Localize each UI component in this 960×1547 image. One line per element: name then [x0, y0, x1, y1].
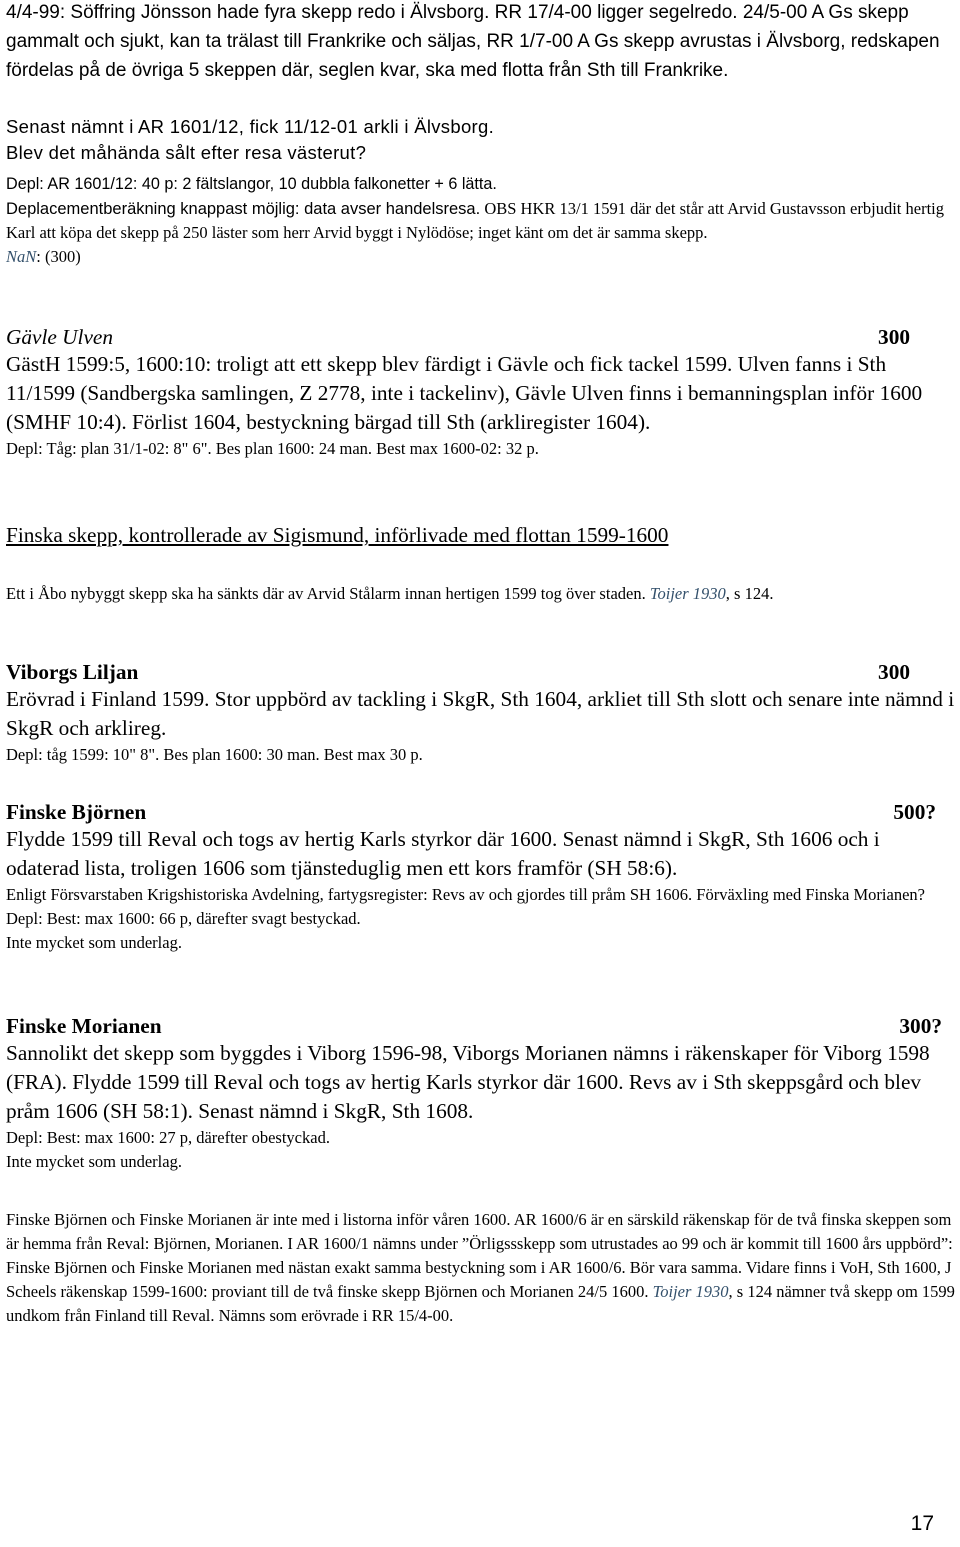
entry-gavle-ulven [6, 325, 956, 461]
intro-paragraph [6, 0, 956, 85]
ship-text: Sannolikt det skepp som byggdes i Viborg 1596-98, Viborgs Morianen nämns i räkenskaper för Viborg 1598 (FRA). Flydde 1599 till Reval och togs av hertig Karls styrkor där 1600. Revs av i Sth skeppsgård och blev pråm 1606 (SH 58:1). Senast nämnd i SkgR, Sth 1608. [6, 1041, 930, 1123]
sold-question-text: Blev det måhända sålt efter resa västerut? [6, 142, 367, 163]
ship-depl: Depl: Best: max 1600: 66 p, därefter svagt bestyckad. [6, 909, 361, 928]
depl-calc-note: Deplacementberäkning knappast möjlig: data avser handelsresa. [6, 200, 481, 218]
closing-text-1: Finske Björnen och Finske Morianen är inte med i listorna inför våren 1600. AR 1600/6 är en särskild räkenskap för de två finska skeppen som är hemma från Reval: Björnen, Morianen. I AR 1600/1 nämns under ”Örligssskepp som utrustades ao 99 och är kommit till 1600 års uppbörd”: Finske Björnen och Finske Morianen med nästan exakt samma bestyckning som i AR 1600/6. Bör vara samma. Vidare finns i VoH, Sth 1600, J Scheels räkenskap 1599-1600: proviant till de två finske skepp Björnen och Morianen 24/5 1600. [6, 1210, 953, 1301]
ship-size: 300 [878, 660, 910, 684]
last-mention-text: Senast nämnt i AR 1601/12, fick 11/12-01 arkli i Älvsborg. [6, 116, 495, 137]
ship-text: GästH 1599:5, 1600:10: troligt att ett skepp blev färdigt i Gävle och fick tackel 1599. Ulven fanns i Sth 11/1599 (Sandbergska samlingen, Z 2778, inte i tackelinv), Gävle Ulven finns i bemanningsplan inför 1600 (SMHF 10:4). Förlist 1604, bestyckning bärgad till Sth (arkliregister 1604). [6, 352, 923, 434]
section-finska [6, 523, 956, 548]
intro-text: 4/4-99: Söffring Jönsson hade fyra skepp redo i Älvsborg. RR 17/4-00 ligger segelredo. 24/5-00 A Gs skepp gammalt och sjukt, kan ta trälast till Frankrike och säljas, RR 1/7-00 A Gs skepp avrustas i Älvsborg, redskapen fördelas på de övriga 5 skeppen där, seglen kvar, ska med flotta från Sth till Frankrike. [6, 2, 940, 81]
nan-value: : (300) [36, 247, 81, 266]
ship-basis: Inte mycket som underlag. [6, 1152, 182, 1171]
ship-size: 300 [878, 325, 910, 349]
ship-name: Gävle Ulven [6, 325, 114, 349]
depl-top [6, 172, 956, 196]
closing-text-2: , s 124 nämner två skepp om 1599 undkom från Finland till Reval. Nämns som erövrade i RR 15/4-00. [6, 1282, 955, 1325]
entry-finske-bjornen [6, 800, 956, 955]
notes-top [6, 197, 956, 269]
closing-paragraph [6, 1208, 956, 1328]
ship-depl: Depl: Best: max 1600: 27 p, därefter obestyckad. [6, 1128, 330, 1147]
obs-note: OBS HKR 13/1 1591 där det står att Arvid Gustavsson erbjudit hertig Karl att köpa det skepp på 250 läster som herr Arvid byggt i Nylödöse; inget känt om det är samma skepp. [6, 199, 944, 242]
ship-size: 500? [893, 800, 936, 824]
depl-top-text: Depl: AR 1601/12: 40 p: 2 fältslangor, 10 dubbla falkonetter + 6 lätta. [6, 175, 497, 193]
page-number: 17 [910, 1512, 934, 1535]
ship-basis: Inte mycket som underlag. [6, 933, 182, 952]
ship-note: Enligt Försvarstaben Krigshistoriska Avdelning, fartygsregister: Revs av och gjordes till pråm SH 1606. Förväxling med Finska Morianen? [6, 885, 925, 904]
entry-finske-morianen [6, 1014, 956, 1174]
section-intro-text: Ett i Åbo nybyggt skepp ska ha sänkts där av Arvid Stålarm innan hertigen 1599 tog över staden. [6, 584, 646, 603]
section-intro [6, 582, 956, 606]
section-intro-ref: Toijer 1930 [649, 584, 726, 603]
ship-name: Finske Morianen [6, 1014, 162, 1038]
ship-name: Viborgs Liljan [6, 660, 139, 684]
ship-name: Finske Björnen [6, 800, 147, 824]
closing-ref: Toijer 1930 [652, 1282, 729, 1301]
section-intro-tail: , s 124. [725, 584, 774, 603]
section-title: Finska skepp, kontrollerade av Sigismund, införlivade med flottan 1599-1600 [6, 523, 669, 547]
ship-text: Flydde 1599 till Reval och togs av hertig Karls styrkor där 1600. Senast nämnd i SkgR, Sth 1606 och i odaterad lista, troligen 1606 som tjänsteduglig men ett kors framför (SH 58:6). [6, 827, 880, 880]
ship-depl: Depl: Tåg: plan 31/1-02: 8" 6". Bes plan 1600: 24 man. Best max 1600-02: 32 p. [6, 439, 539, 458]
ship-depl: Depl: tåg 1599: 10" 8". Bes plan 1600: 30 man. Best max 30 p. [6, 745, 423, 764]
last-mention [6, 114, 956, 166]
ship-text: Erövrad i Finland 1599. Stor uppbörd av tackling i SkgR, Sth 1604, arkliet till Sth slott och senare inte nämnd i SkgR och arklireg. [6, 687, 955, 740]
nan-label: NaN [6, 247, 37, 266]
entry-viborgs-liljan [6, 660, 956, 767]
ship-size: 300? [899, 1014, 942, 1038]
